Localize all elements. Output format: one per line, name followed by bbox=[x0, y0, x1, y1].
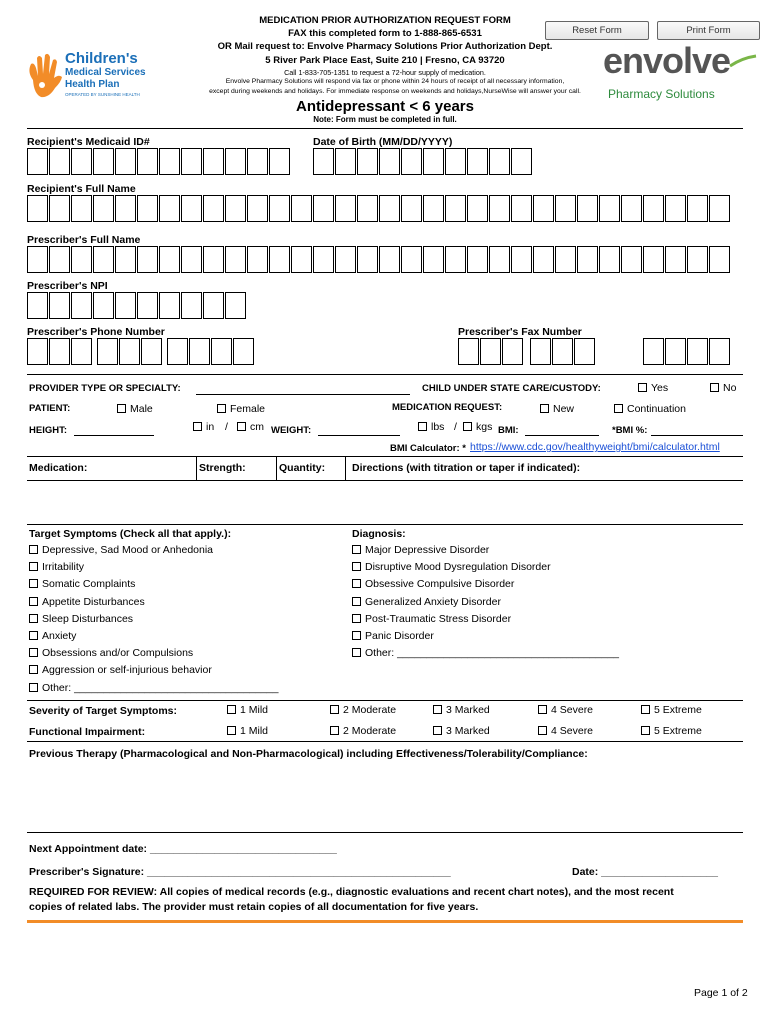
continuation-label: Continuation bbox=[627, 403, 686, 415]
orange-divider bbox=[27, 920, 743, 923]
male-checkbox[interactable] bbox=[117, 404, 126, 413]
custody-no[interactable] bbox=[710, 382, 736, 394]
diagnosis-label: Panic Disorder bbox=[365, 630, 434, 643]
diagnosis-label: Disruptive Mood Dysregulation Disorder bbox=[365, 561, 551, 574]
symptom-label: Somatic Complaints bbox=[42, 578, 136, 591]
bmi-calculator-link[interactable]: https://www.cdc.gov/healthyweight/bmi/calculator.html bbox=[470, 441, 720, 453]
height-in[interactable] bbox=[193, 421, 214, 433]
continuation-checkbox[interactable] bbox=[614, 404, 623, 413]
bmi-calculator-label: BMI Calculator: * bbox=[390, 443, 467, 454]
list-item[interactable] bbox=[352, 559, 619, 576]
checkbox[interactable] bbox=[352, 614, 361, 623]
option-label: 1 Mild bbox=[240, 725, 269, 737]
custody-yes[interactable] bbox=[638, 382, 668, 394]
weight-field[interactable] bbox=[318, 424, 400, 436]
option-label: 2 Moderate bbox=[343, 725, 397, 737]
fax-line: FAX this completed form to 1-888-865-6531 bbox=[288, 28, 482, 39]
impairment-option-4[interactable] bbox=[538, 725, 593, 737]
directions-header: Directions (with titration or taper if indicated): bbox=[352, 462, 581, 474]
option-label: 4 Severe bbox=[551, 704, 594, 716]
prescriber-name-label: Prescriber's Full Name bbox=[27, 234, 141, 246]
impairment-option-2[interactable] bbox=[330, 725, 396, 737]
lbs-checkbox[interactable] bbox=[418, 422, 427, 431]
height-field[interactable] bbox=[74, 424, 154, 436]
call-line: Call 1-833-705-1351 to request a 72-hour supply of medication. bbox=[284, 68, 486, 77]
checkbox[interactable] bbox=[29, 683, 38, 692]
checkbox[interactable] bbox=[29, 597, 38, 606]
cms-logo-line4: OPERATED BY SUNSHINE HEALTH bbox=[65, 92, 140, 97]
option-label: 5 Extreme bbox=[654, 725, 702, 737]
option-label: 5 Extreme bbox=[654, 704, 702, 716]
symptom-label: Irritability bbox=[42, 561, 85, 574]
checkbox[interactable] bbox=[29, 545, 38, 554]
diagnosis-label: Obsessive Compulsive Disorder bbox=[365, 578, 515, 591]
weight-lbs[interactable] bbox=[418, 421, 444, 433]
female-label: Female bbox=[230, 403, 266, 415]
custody-yes-checkbox[interactable] bbox=[638, 383, 647, 392]
diagnosis-title: Diagnosis: bbox=[352, 528, 406, 540]
list-item[interactable] bbox=[352, 542, 619, 559]
diagnosis-label: Post-Traumatic Stress Disorder bbox=[365, 612, 512, 625]
severity-option-1[interactable] bbox=[227, 704, 268, 716]
checkbox[interactable] bbox=[227, 726, 236, 735]
bmi-pct-label: *BMI %: bbox=[612, 425, 648, 436]
envolve-logo bbox=[603, 40, 763, 104]
option-label: 2 Moderate bbox=[343, 704, 397, 716]
diagnosis-label: Generalized Anxiety Disorder bbox=[365, 595, 501, 608]
cms-logo-line2: Medical Services bbox=[65, 67, 146, 78]
request-new[interactable] bbox=[540, 403, 574, 415]
severity-option-3[interactable] bbox=[433, 704, 490, 716]
option-label: 3 Marked bbox=[446, 704, 490, 716]
severity-label: Severity of Target Symptoms: bbox=[29, 705, 178, 717]
list-item[interactable] bbox=[29, 576, 278, 593]
symptom-label: Anxiety bbox=[42, 630, 77, 643]
list-item[interactable] bbox=[352, 611, 619, 628]
list-item[interactable] bbox=[29, 662, 278, 679]
severity-option-5[interactable] bbox=[641, 704, 702, 716]
recipient-name-boxes[interactable] bbox=[27, 195, 731, 222]
option-label: 1 Mild bbox=[240, 704, 269, 716]
patient-male[interactable] bbox=[117, 403, 153, 415]
severity-divider bbox=[27, 700, 743, 701]
hand-icon bbox=[25, 52, 65, 102]
checkbox[interactable] bbox=[29, 648, 38, 657]
next-appointment[interactable]: Next Appointment date: ________________________________ bbox=[29, 843, 337, 855]
symptoms-list bbox=[29, 542, 278, 697]
option-label: 4 Severe bbox=[551, 725, 594, 737]
checkbox[interactable] bbox=[29, 562, 38, 571]
female-checkbox[interactable] bbox=[217, 404, 226, 413]
impairment-label: Functional Impairment: bbox=[29, 726, 146, 738]
kgs-label: kgs bbox=[476, 421, 493, 433]
cm-checkbox[interactable] bbox=[237, 422, 246, 431]
fax-line-boxes[interactable] bbox=[643, 338, 731, 365]
list-item[interactable] bbox=[29, 628, 278, 645]
quantity-header: Quantity: bbox=[279, 462, 326, 474]
patient-female[interactable] bbox=[217, 403, 265, 415]
provider-type-field[interactable] bbox=[196, 383, 410, 395]
symptoms-title: Target Symptoms (Check all that apply.): bbox=[29, 528, 232, 540]
weight-slash: / bbox=[454, 421, 457, 433]
checkbox[interactable] bbox=[433, 726, 442, 735]
medication-column-divider bbox=[196, 456, 197, 480]
recipient-name-label: Recipient's Full Name bbox=[27, 183, 136, 195]
list-item[interactable] bbox=[29, 542, 278, 559]
in-label: in bbox=[206, 421, 215, 433]
strength-column-divider bbox=[276, 456, 277, 480]
medicaid-id-boxes[interactable] bbox=[27, 148, 291, 175]
medication-entry-area[interactable] bbox=[27, 481, 743, 522]
request-continuation[interactable] bbox=[614, 403, 686, 415]
prescriber-fax-label: Prescriber's Fax Number bbox=[458, 326, 582, 338]
envolve-wordmark: envolve bbox=[603, 40, 731, 81]
cms-logo-line3: Health Plan bbox=[65, 79, 120, 90]
envolve-subtitle: Pharmacy Solutions bbox=[608, 87, 715, 101]
phone-area-boxes[interactable] bbox=[27, 338, 93, 365]
previous-therapy-label: Previous Therapy (Pharmacological and Non-Pharmacological) including Effectiveness/Tolerability/Compliance: bbox=[29, 748, 588, 760]
list-item[interactable] bbox=[29, 559, 278, 576]
prescriber-signature[interactable]: Prescriber's Signature: ____________________________________________________ bbox=[29, 866, 451, 878]
reset-form-button[interactable]: Reset Form bbox=[545, 21, 649, 40]
phone-line-boxes[interactable] bbox=[167, 338, 255, 365]
checkbox[interactable] bbox=[433, 705, 442, 714]
symptom-label: Aggression or self-injurious behavior bbox=[42, 664, 212, 677]
prescriber-name-boxes[interactable] bbox=[27, 246, 731, 273]
list-item[interactable] bbox=[29, 680, 278, 697]
list-item[interactable] bbox=[29, 645, 278, 662]
dob-boxes[interactable] bbox=[313, 148, 533, 175]
provider-type-label: PROVIDER TYPE OR SPECIALTY: bbox=[29, 383, 181, 394]
respond-line-2: except during weekends and holidays. For immediate response on weekends and holidays,NurseWise will answer your call. bbox=[209, 88, 581, 95]
mail-line: OR Mail request to: Envolve Pharmacy Solutions Prior Authorization Dept. bbox=[217, 41, 553, 52]
symptom-label: Depressive, Sad Mood or Anhedonia bbox=[42, 544, 214, 556]
checkbox[interactable] bbox=[352, 579, 361, 588]
checkbox[interactable] bbox=[227, 705, 236, 714]
checkbox[interactable] bbox=[29, 579, 38, 588]
med-request-label: MEDICATION REQUEST: bbox=[392, 402, 503, 413]
diagnosis-label: Major Depressive Disorder bbox=[365, 544, 490, 556]
severity-option-2[interactable] bbox=[330, 704, 396, 716]
symptom-label: Other: ___________________________________ bbox=[42, 681, 279, 694]
new-checkbox[interactable] bbox=[540, 404, 549, 413]
form-note: Note: Form must be completed in full. bbox=[313, 115, 457, 124]
weight-label: WEIGHT: bbox=[271, 425, 312, 436]
list-item[interactable] bbox=[352, 628, 619, 645]
signature-date[interactable]: Date: ____________________ bbox=[572, 866, 718, 878]
prescriber-npi-label: Prescriber's NPI bbox=[27, 280, 108, 292]
medication-header: Medication: bbox=[29, 462, 88, 474]
print-form-button[interactable]: Print Form bbox=[657, 21, 760, 40]
list-item[interactable] bbox=[352, 576, 619, 593]
symptom-label: Obsessions and/or Compulsions bbox=[42, 647, 194, 660]
checkbox[interactable] bbox=[352, 562, 361, 571]
checkbox[interactable] bbox=[29, 631, 38, 640]
patient-label: PATIENT: bbox=[29, 403, 71, 414]
checkbox[interactable] bbox=[352, 648, 361, 657]
list-item[interactable] bbox=[352, 594, 619, 611]
respond-line-1: Envolve Pharmacy Solutions will respond via fax or phone within 24 hours of receipt of all necessary information, bbox=[225, 78, 565, 85]
cms-logo bbox=[25, 50, 195, 105]
cms-logo-line1: Children's bbox=[65, 50, 138, 67]
checkbox[interactable] bbox=[352, 545, 361, 554]
list-item[interactable] bbox=[29, 594, 278, 611]
phone-prefix-boxes[interactable] bbox=[97, 338, 163, 365]
bmi-label: BMI: bbox=[498, 425, 519, 436]
list-item[interactable] bbox=[352, 645, 619, 662]
strength-header: Strength: bbox=[199, 462, 246, 474]
unit-slash: / bbox=[225, 421, 228, 433]
symptom-label: Appetite Disturbances bbox=[42, 595, 145, 608]
new-label: New bbox=[553, 403, 575, 415]
impairment-option-1[interactable] bbox=[227, 725, 268, 737]
required-line-2: copies of related labs. The provider must retain copies of all documentation for five years. bbox=[29, 901, 479, 913]
quantity-column-divider bbox=[345, 456, 346, 480]
custody-yes-label: Yes bbox=[651, 382, 669, 394]
checkbox[interactable] bbox=[29, 614, 38, 623]
bmi-pct-field[interactable] bbox=[651, 424, 743, 436]
required-line-1: REQUIRED FOR REVIEW: All copies of medical records (e.g., diagnostic evaluations and recent chart notes), and the most recent bbox=[29, 886, 674, 898]
male-label: Male bbox=[130, 403, 153, 415]
checkbox[interactable] bbox=[330, 705, 339, 714]
cm-label: cm bbox=[250, 421, 264, 433]
checkbox[interactable] bbox=[538, 726, 547, 735]
weight-kgs[interactable] bbox=[463, 421, 492, 433]
severity-option-4[interactable] bbox=[538, 704, 593, 716]
prescriber-npi-boxes[interactable] bbox=[27, 292, 247, 319]
custody-no-label: No bbox=[723, 382, 737, 394]
prescriber-phone-label: Prescriber's Phone Number bbox=[27, 326, 165, 338]
symptom-label: Sleep Disturbances bbox=[42, 612, 134, 625]
custody-no-checkbox[interactable] bbox=[710, 383, 719, 392]
previous-therapy-field[interactable] bbox=[27, 762, 743, 830]
checkbox[interactable] bbox=[641, 726, 650, 735]
checkbox[interactable] bbox=[641, 705, 650, 714]
checkbox[interactable] bbox=[352, 631, 361, 640]
page-number: Page 1 of 2 bbox=[694, 987, 748, 999]
dob-label: Date of Birth (MM/DD/YYYY) bbox=[313, 136, 453, 148]
checkbox[interactable] bbox=[352, 597, 361, 606]
envolve-swoosh-icon bbox=[728, 54, 758, 68]
kgs-checkbox[interactable] bbox=[463, 422, 472, 431]
medicaid-id-label: Recipient's Medicaid ID# bbox=[27, 136, 150, 148]
list-item[interactable] bbox=[29, 611, 278, 628]
fax-area-boxes[interactable] bbox=[458, 338, 524, 365]
diagnosis-label: Other: ______________________________________ bbox=[365, 647, 619, 660]
header-divider bbox=[27, 128, 743, 129]
checkbox[interactable] bbox=[29, 665, 38, 674]
section-divider bbox=[27, 374, 743, 375]
impairment-option-5[interactable] bbox=[641, 725, 702, 737]
diagnosis-list bbox=[352, 542, 619, 662]
height-cm[interactable] bbox=[237, 421, 264, 433]
lbs-label: lbs bbox=[431, 421, 445, 433]
in-checkbox[interactable] bbox=[193, 422, 202, 431]
address-line: 5 River Park Place East, Suite 210 | Fresno, CA 93720 bbox=[265, 55, 505, 66]
form-title: MEDICATION PRIOR AUTHORIZATION REQUEST FORM bbox=[259, 15, 511, 26]
impairment-option-3[interactable] bbox=[433, 725, 490, 737]
fax-prefix-boxes[interactable] bbox=[530, 338, 596, 365]
form-name: Antidepressant < 6 years bbox=[295, 98, 474, 115]
height-label: HEIGHT: bbox=[29, 425, 67, 436]
checkbox[interactable] bbox=[538, 705, 547, 714]
bmi-field[interactable] bbox=[525, 424, 599, 436]
child-custody-label: CHILD UNDER STATE CARE/CUSTODY: bbox=[422, 383, 601, 394]
checkbox[interactable] bbox=[330, 726, 339, 735]
option-label: 3 Marked bbox=[446, 725, 490, 737]
